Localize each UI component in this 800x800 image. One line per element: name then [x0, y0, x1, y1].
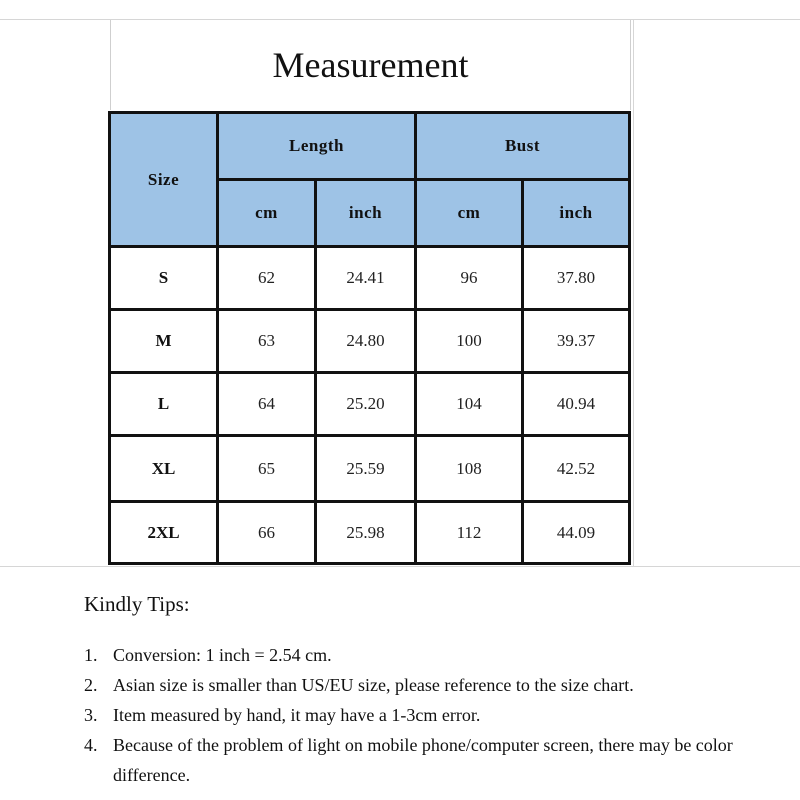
size-header: Size — [110, 113, 218, 247]
bust-inch-cell: 39.37 — [523, 310, 630, 373]
table-row — [110, 502, 630, 564]
bottom-divider — [0, 566, 800, 567]
tip-text: Conversion: 1 inch = 2.54 cm. — [113, 645, 332, 665]
size-cell: S — [110, 247, 218, 310]
list-item — [84, 730, 764, 790]
tip-number: 1. — [84, 645, 98, 665]
tips-list — [84, 640, 764, 790]
bust-header: Bust — [416, 113, 630, 180]
length-cm-cell: 64 — [218, 373, 316, 436]
tip-number: 3. — [84, 705, 98, 725]
length-cm-cell: 65 — [218, 436, 316, 502]
right-guide-line — [633, 20, 634, 566]
length-cm-cell: 63 — [218, 310, 316, 373]
table-row — [110, 373, 630, 436]
tip-text: Because of the problem of light on mobile phone/computer screen, there may be color difference. — [113, 735, 733, 785]
length-inch-cell: 24.41 — [316, 247, 416, 310]
length-inch-cell: 25.20 — [316, 373, 416, 436]
size-chart-table — [108, 111, 631, 565]
header-row-main — [110, 113, 630, 180]
length-cm-cell: 66 — [218, 502, 316, 564]
tip-text: Asian size is smaller than US/EU size, please reference to the size chart. — [113, 675, 634, 695]
list-item — [84, 640, 764, 670]
tip-number: 2. — [84, 675, 98, 695]
bust-cm-cell: 96 — [416, 247, 523, 310]
size-cell: XL — [110, 436, 218, 502]
length-inch-cell: 24.80 — [316, 310, 416, 373]
bust-inch-header: inch — [523, 180, 630, 247]
size-cell: M — [110, 310, 218, 373]
bust-cm-cell: 104 — [416, 373, 523, 436]
bust-inch-cell: 42.52 — [523, 436, 630, 502]
bust-inch-cell: 44.09 — [523, 502, 630, 564]
bust-cm-cell: 100 — [416, 310, 523, 373]
bust-cm-header: cm — [416, 180, 523, 247]
bust-inch-cell: 37.80 — [523, 247, 630, 310]
bust-cm-cell: 108 — [416, 436, 523, 502]
chart-title: Measurement — [110, 20, 631, 110]
table-row — [110, 436, 630, 502]
length-inch-cell: 25.98 — [316, 502, 416, 564]
tip-text: Item measured by hand, it may have a 1-3cm error. — [113, 705, 481, 725]
list-item — [84, 670, 764, 700]
length-inch-header: inch — [316, 180, 416, 247]
length-cm-header: cm — [218, 180, 316, 247]
table-row — [110, 310, 630, 373]
tip-number: 4. — [84, 735, 98, 755]
length-inch-cell: 25.59 — [316, 436, 416, 502]
size-cell: 2XL — [110, 502, 218, 564]
bust-inch-cell: 40.94 — [523, 373, 630, 436]
list-item — [84, 700, 764, 730]
length-cm-cell: 62 — [218, 247, 316, 310]
size-cell: L — [110, 373, 218, 436]
length-header: Length — [218, 113, 416, 180]
tips-title: Kindly Tips: — [84, 592, 190, 616]
table-row — [110, 247, 630, 310]
bust-cm-cell: 112 — [416, 502, 523, 564]
